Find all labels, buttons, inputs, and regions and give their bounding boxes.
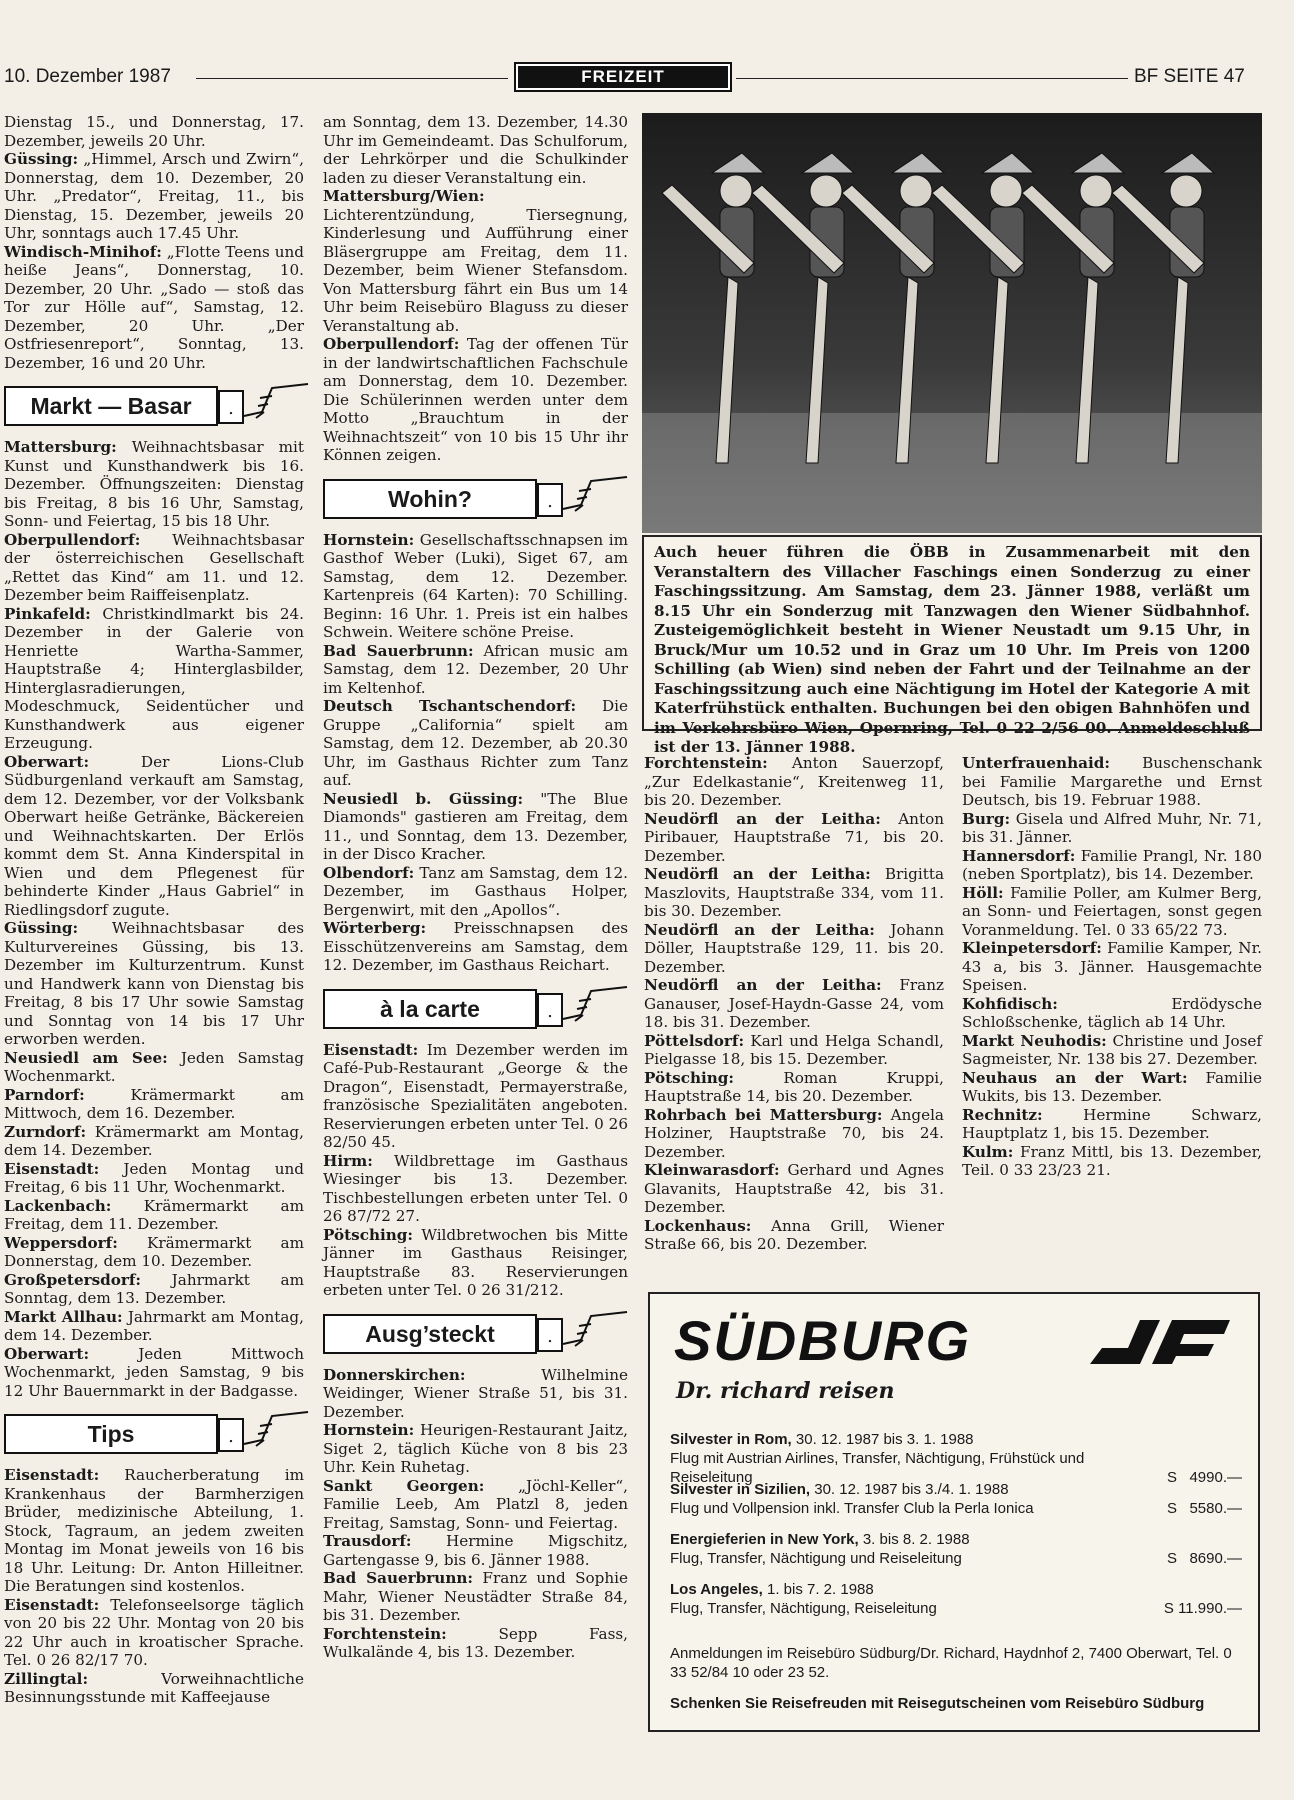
entry-place: Windisch-Minihof: [4, 242, 162, 261]
entry-place: Kulm: [962, 1142, 1014, 1161]
offer-price: S 11.990.— [1163, 1600, 1242, 1617]
tips-listings [4, 1466, 304, 1707]
entry-text: Die Gruppe „California“ spielt am Samstag, dem 12. Dezember, ab 20.30 Uhr, im Gasthaus Richter zum Tanz auf. [323, 697, 628, 789]
listing-entry [644, 1069, 944, 1106]
listing-entry [4, 1049, 304, 1086]
entry-place: Mattersburg/Wien: [323, 187, 485, 205]
entry-text: Anton Sauerzopf, „Zur Edelkastanie“, Kreitenweg 11, bis 20. Dezember. [644, 754, 944, 809]
listing-entry [962, 847, 1262, 884]
listing-entry [4, 243, 304, 373]
entry-place: Forchtenstein: [323, 1624, 447, 1643]
entry-text: Familie Wukits, bis 13. Dezember. [962, 1068, 1262, 1105]
entry-text: Krämermarkt am Montag, dem 14. Dezember. [4, 1122, 304, 1159]
listing-entry [4, 1197, 304, 1234]
dancers-photo [642, 113, 1262, 533]
listing-entry [4, 150, 304, 243]
dot-box: . [218, 1418, 244, 1452]
offer-item [670, 1430, 1242, 1487]
entry-place: Parndorf: [4, 1085, 85, 1104]
entry-place: Höll: [962, 883, 1004, 902]
entry-text: „Jöchl-Keller“, Familie Leeb, Am Platzl 8, jeden Freitag, Samstag, Sonn- und Feiertag. [323, 1476, 628, 1532]
listing-entry [644, 754, 944, 810]
pointing-hand-icon [242, 1410, 312, 1454]
pointing-hand-icon [561, 1310, 631, 1354]
entry-text: Angela Holziner, Hauptstraße 70, bis 24. Dezember. [644, 1105, 944, 1161]
entry-place: Deutsch Tschantschendorf: [323, 697, 577, 715]
column-3 [644, 754, 944, 1254]
entry-text: Dienstag 15., und Donnerstag, 17. Dezember, jeweils 20 Uhr. [4, 113, 304, 150]
offer-dates: 3. bis 8. 2. 1988 [858, 1531, 970, 1548]
logo-text: SÜDBURG [674, 1309, 972, 1372]
listing-entry [962, 1032, 1262, 1069]
suedburg-logo [674, 1310, 1054, 1372]
entry-text: Weihnachtsbasar mit Kunst und Kunsthandwerk bis 16. Dezember. Öffnungszeiten: Dienstag bis Freitag, 8 bis 16 Uhr, Samstag, Sonn- und Feiertag, 15 bis 18 Uhr. [4, 438, 304, 530]
entry-text: Tanz am Samstag, dem 12. Dezember, im Gasthaus Holper, Bergenwirt, mit den „Apollos“. [323, 863, 628, 919]
listing-entry [644, 1217, 944, 1254]
entry-place: Neudörfl an der Leitha: [644, 920, 875, 939]
entry-text: Familie Kamper, Nr. 43 a, bis 3. Jänner. Hausgemachte Speisen. [962, 939, 1262, 994]
listing-entry [4, 1596, 304, 1670]
dancers-photo-illustration [642, 113, 1262, 533]
entry-place: Rohrbach bei Mattersburg: [644, 1105, 883, 1124]
entry-place: Donnerskirchen: [323, 1365, 466, 1384]
listing-entry [644, 1106, 944, 1162]
listing-entry [4, 753, 304, 920]
entry-place: Neusiedl am See: [4, 1048, 168, 1067]
listing-entry [644, 921, 944, 977]
photo-caption: Auch heuer führen die ÖBB in Zusammenarbeit mit den Veranstaltern des Villacher Faschings einen Sonderzug zu einer Faschingssitzung. Am Samstag, dem 23. Jänner 1988, verläßt um 8.15 Uhr ein Sonderzug mit Tanzwagen den Wiener Südbahnhof. Zusteigemöglichkeit besteht in Wiener Neustadt um 9.15 Uhr, in Bruck/Mur um 10.52 und in Graz um 10 Uhr. Im Preis von 1200 Schilling (ab Wien) sind neben der Fahrt und der Teilnahme an der Faschingssitzung auch eine Nächtigung im Hotel der Kategorie A mit Katerfrühstück enthalten. Buchungen bei den obigen Bahnhöfen und im Verkehrsbüro Wien, Opernring, Tel. 0 22 2/56 00. Anmeldeschluß ist der 13. Jänner 1988. [642, 535, 1262, 731]
listing-entry [4, 919, 304, 1049]
entry-place: Markt Allhau: [4, 1307, 123, 1326]
listing-entry [644, 976, 944, 1032]
entry-text: Anna Grill, Wiener Straße 66, bis 20. Dezember. [644, 1216, 944, 1253]
listing-entry [962, 1069, 1262, 1106]
entry-text: Tag der offenen Tür in der landwirtschaftlichen Fachschule am Donnerstag, dem 10. Dezember. Die Schülerinnen werden unter dem Motto „Brauchtum in der Weihnachtszeit“ von 10 bis 15 Uhr ihr Können zeigen. [323, 335, 628, 464]
entry-text: Gisela und Alfred Muhr, Nr. 71, bis 31. Jänner. [962, 809, 1262, 846]
entry-text: Hermine Migschitz, Gartengasse 9, bis 6. Jänner 1988. [323, 1532, 628, 1569]
listing-entry [644, 865, 944, 921]
dot-box: . [537, 993, 563, 1027]
listing-entry [323, 864, 628, 920]
column-2 [323, 113, 628, 1662]
entry-text: Im Dezember werden im Café-Pub-Restaurant „George & the Dragon“, Eisenstadt, Permayerstraße, französische Spezialitäten angeboten. Reservierungen erbeten unter Tel. 0 26 82/50 45. [323, 1040, 628, 1151]
listing-entry [323, 1152, 628, 1226]
entry-place: Weppersdorf: [4, 1233, 118, 1252]
entry-text: Johann Döller, Hauptstraße 129, 11. bis 20. Dezember. [644, 920, 944, 976]
entry-place: Eisenstadt: [323, 1040, 419, 1059]
markt-listings [4, 438, 304, 1400]
offer-title: Los Angeles, [670, 1581, 763, 1598]
entry-text: Heurigen-Restaurant Jaitz, Siget 2, täglich Küche von 8 bis 23 Uhr. Kein Ruhetag. [323, 1421, 628, 1476]
offer-title: Silvester in Rom, [670, 1431, 792, 1448]
entry-place: Forchtenstein: [644, 754, 768, 772]
entry-place: Olbendorf: [323, 863, 415, 882]
entry-text: Karl und Helga Schandl, Pielgasse 18, bis 15. Dezember. [644, 1031, 944, 1068]
listing-entry [323, 531, 628, 642]
entry-place: Oberwart: [4, 1344, 90, 1363]
listing-entry [644, 1032, 944, 1069]
ausg-listings [323, 1366, 628, 1662]
entry-text: Preisschnapsen des Eisschützenvereins am Samstag, dem 12. Dezember, im Gasthaus Reichart. [323, 919, 628, 974]
entry-text: Brigitta Maszlovits, Hauptstraße 334, vom 11. bis 30. Dezember. [644, 865, 944, 920]
pointing-hand-icon [561, 475, 631, 519]
entry-place: Neuhaus an der Wart: [962, 1068, 1188, 1087]
entry-text: Franz Ganauser, Josef-Haydn-Gasse 24, vom 18. bis 31. Dezember. [644, 976, 944, 1031]
wohin-listings [323, 531, 628, 975]
cinema-listings [4, 113, 304, 372]
section-header-carte [323, 985, 628, 1029]
listing-entry [4, 531, 304, 605]
entry-text: Weihnachtsbasar des Kulturvereines Güssing, bis 13. Dezember im Kulturzentrum. Kunst und Handwerk kann von Dienstag bis Freitag, 8 bis 17 Uhr sowie Samstag und Sonntag von 14 bis 17 Uhr erworben werden. [4, 919, 304, 1048]
entry-place: Kleinwarasdorf: [644, 1161, 780, 1179]
entry-text: Christkindlmarkt bis 24. Dezember in der Galerie von Henriette Wartha-Sammer, Hauptstraße 4; Hinterglasbilder, Hinterglasradierungen, Modeschmuck, Seidentücher und Kunsthandwerk aus eigener Erzeugung. [4, 604, 304, 752]
listing-entry [323, 1041, 628, 1152]
entry-text: Anton Piribauer, Hauptstraße 71, bis 20. Dezember. [644, 809, 944, 865]
listing-entry [4, 1086, 304, 1123]
offer-price: S 5580.— [1166, 1500, 1242, 1517]
entry-place: Oberpullendorf: [323, 335, 460, 353]
entry-place: Bad Sauerbrunn: [323, 1569, 474, 1587]
listing-entry [323, 642, 628, 698]
entry-place: Trausdorf: [323, 1532, 412, 1550]
section-header-ausg [323, 1310, 628, 1354]
entry-place: Pötsching: [644, 1068, 735, 1087]
section-header-wohin [323, 475, 628, 519]
entry-text: Christine und Josef Sagmeister, Nr. 138 bis 27. Dezember. [962, 1031, 1262, 1068]
listing-entry [962, 754, 1262, 810]
listing-entry [962, 995, 1262, 1032]
entry-text: Roman Kruppi, Hauptstraße 14, bis 20. Dezember. [644, 1068, 944, 1105]
entry-place: Neudörfl an der Leitha: [644, 976, 882, 994]
entry-text: Sepp Fass, Wulkalände 4, bis 13. Dezember. [323, 1624, 628, 1661]
listing-entry [323, 1625, 628, 1662]
listing-entry [323, 335, 628, 465]
entry-text: Buschenschank bei Familie Margarethe und Ernst Deutsch, bis 19. Februar 1988. [962, 754, 1262, 809]
listing-entry [4, 113, 304, 150]
entry-text: Der Lions-Club Südburgenland verkauft am Samstag, dem 12. Dezember, vor der Volksbank Oberwart heiße Getränke, Bäckereien und Weihnachtskarten. Der Erlös kommt dem St. Anna Kinderspital in Wien und dem Pflegenest für behinderte Kinder „Haus Gabriel“ in Riedlingsdorf zugute. [4, 752, 304, 919]
listing-entry [962, 810, 1262, 847]
entry-place: Güssing: [4, 150, 79, 168]
entry-text: Hermine Schwarz, Hauptplatz 1, bis 15. Dezember. [962, 1105, 1262, 1142]
offer-heading [670, 1580, 1242, 1599]
header-rule-right [736, 78, 1128, 79]
section-header-markt [4, 382, 304, 426]
entry-text: Krämermarkt am Freitag, dem 11. Dezember. [4, 1196, 304, 1233]
entry-place: Großpetersdorf: [4, 1270, 142, 1289]
offer-description: Flug und Vollpension inkl. Transfer Club la Perla Ionica [670, 1500, 1034, 1517]
sublogo-text: Dr. richard reisen [676, 1378, 895, 1404]
entry-place: Hornstein: [323, 1421, 415, 1439]
pointing-hand-icon [561, 985, 631, 1029]
listing-entry [962, 939, 1262, 995]
section-title-tips: Tips [4, 1414, 218, 1454]
section-title-markt: Markt — Basar [4, 386, 218, 426]
entry-place: Eisenstadt: [4, 1595, 100, 1614]
offer-heading [670, 1530, 1242, 1549]
entry-place: Eisenstadt: [4, 1466, 100, 1484]
entry-text: Weihnachtsbasar der österreichischen Gesellschaft „Rettet das Kind“ am 11. und 12. Dezember beim Raiffeisenplatz. [4, 530, 304, 604]
listing-entry [4, 1123, 304, 1160]
dot-box: . [537, 483, 563, 517]
entry-text: Wildbretwochen bis Mitte Jänner im Gasthaus Reisinger, Hauptstraße 83. Reservierungen erbeten unter Tel. 0 26 31/212. [323, 1225, 628, 1299]
section-header-tips [4, 1410, 304, 1454]
listing-entry [962, 1143, 1262, 1180]
entry-text: Vorweihnachtliche Besinnungsstunde mit Kaffeejause [4, 1669, 304, 1706]
entry-text: Gerhard und Agnes Glavanits, Hauptstraße 42, bis 31. Dezember. [644, 1161, 944, 1216]
listing-entry [323, 697, 628, 790]
entry-place: Bad Sauerbrunn: [323, 641, 474, 660]
listing-entry [4, 605, 304, 753]
listing-entry [323, 1477, 628, 1533]
listing-entry [323, 1226, 628, 1300]
entry-text: Franz und Sophie Mahr, Wiener Neustädter Straße 84, bis 31. Dezember. [323, 1569, 628, 1624]
listing-entry [4, 1160, 304, 1197]
offer-dates: 30. 12. 1987 bis 3. 1. 1988 [791, 1431, 974, 1448]
pointing-hand-icon [242, 382, 312, 426]
listing-entry [323, 1532, 628, 1569]
listing-entry [323, 919, 628, 975]
entry-text: Wildbrettage im Gasthaus Wiesinger bis 13. Dezember. Tischbestellungen erbeten unter Tel. 0 26 87/72 27. [323, 1151, 628, 1225]
entry-place: Lockenhaus: [644, 1216, 752, 1235]
dot-box: . [218, 390, 244, 424]
entry-text: „Flotte Teens und heiße Jeans“, Donnerstag, 10. Dezember, 20 Uhr. „Sado — stoß das Tor zur Hölle auf“, Samstag, 12. Dezember, 20 Uhr. „Der Ostfriesenreport“, Sonntag, 13. Dezember, 16 und 20 Uhr. [4, 242, 304, 372]
entry-text: Wilhelmine Weidinger, Wiener Straße 51, bis 31. Dezember. [323, 1365, 628, 1421]
richard-reisen-logo [676, 1378, 895, 1404]
listing-entry [4, 1670, 304, 1707]
entry-text: African music am Samstag, dem 12. Dezember, 20 Uhr im Keltenhof. [323, 641, 629, 697]
entry-text: Jeden Montag und Freitag, 6 bis 11 Uhr, Wochenmarkt. [4, 1159, 304, 1196]
entry-text: Gesellschaftsschnapsen im Gasthof Weber (Luki), Siget 67, am Samstag, dem 12. Dezember. Kartenpreis (64 Karten): 70 Schilling. Beginn: 16 Uhr. 1. Preis ist ein halbes Schwein. Weitere schöne Preise. [323, 530, 628, 641]
entry-place: Oberwart: [4, 752, 90, 771]
entry-place: Güssing: [4, 919, 79, 937]
entry-text: Jahrmarkt am Montag, dem 14. Dezember. [4, 1307, 304, 1344]
offer-dates: 1. bis 7. 2. 1988 [762, 1581, 874, 1598]
section-title-wohin: Wohin? [323, 479, 537, 519]
entry-text: Familie Poller, am Kulmer Berg, an Sonn- und Feiertagen, sonst gegen Voranmeldung. Tel. 0 33 65/22 73. [962, 883, 1262, 939]
entry-place: Markt Neuhodis: [962, 1031, 1107, 1050]
header-rule-left [196, 78, 508, 79]
page-header [0, 62, 1294, 102]
section-title-carte: à la carte [323, 989, 537, 1029]
offer-price: S 4990.— [1166, 1469, 1242, 1486]
listing-entry [4, 438, 304, 531]
listing-entry [323, 113, 628, 187]
travel-advertisement [648, 1292, 1260, 1732]
entry-place: Oberpullendorf: [4, 530, 141, 549]
entry-text: Lichterentzündung, Tiersegnung, Kinderlesung und Aufführung einer Bläsergruppe am Freitag, dem 11. Dezember, beim Wiener Stefansdom. Von Mattersburg fährt ein Bus um 14 Uhr beim Reisebüro Blaguss zu dieser Veranstaltung ab. [323, 205, 628, 335]
entry-text: Erdödysche Schloßschenke, täglich ab 14 Uhr. [962, 994, 1262, 1031]
entry-place: Kleinpetersdorf: [962, 939, 1102, 957]
offer-heading [670, 1430, 1242, 1449]
events-listings [323, 113, 628, 465]
entry-text: Jeden Mittwoch Wochenmarkt, jeden Samstag, 9 bis 12 Uhr Bauernmarkt in der Badgasse. [4, 1344, 304, 1400]
listing-entry [644, 1161, 944, 1217]
page-number: BF SEITE 47 [1134, 66, 1245, 87]
entry-text: Raucherberatung im Krankenhaus der Barmherzigen Brüder, medizinische Abteilung, 1. Stock, Tagraum, an jedem zweiten Montag im Monat jeweils von 16 bis 18 Uhr. Leitung: Dr. Anton Hilleitner. Die Beratungen sind kostenlos. [4, 1466, 304, 1595]
entry-place: Mattersburg: [4, 438, 117, 456]
carte-listings [323, 1041, 628, 1300]
entry-text: Telefonseelsorge täglich von 20 bis 22 Uhr. Montag von 20 bis 22 Uhr auch in kroatischer Sprache. Tel. 0 26 82/17 70. [4, 1595, 304, 1669]
offer-item [670, 1480, 1242, 1518]
entry-place: Hornstein: [323, 530, 415, 549]
offer-description: Flug, Transfer, Nächtigung und Reiseleitung [670, 1550, 962, 1567]
entry-place: Zillingtal: [4, 1669, 89, 1688]
listing-entry [962, 1106, 1262, 1143]
listing-entry [4, 1271, 304, 1308]
entry-place: Kohfidisch: [962, 994, 1058, 1013]
jf-logo-mark [1080, 1316, 1240, 1368]
entry-text: "The Blue Diamonds" gastieren am Freitag, dem 11., und Sonntag, dem 13. Dezember, in der Disco Kracher. [323, 789, 629, 863]
entry-text: am Sonntag, dem 13. Dezember, 14.30 Uhr im Gemeindeamt. Das Schulforum, der Lehrkörper und die Schulkinder laden zu dieser Veranstaltung ein. [323, 113, 628, 187]
listing-entry [323, 187, 628, 335]
listing-entry [323, 790, 628, 864]
entry-place: Burg: [962, 809, 1011, 828]
offer-title: Silvester in Sizilien, [670, 1481, 811, 1498]
entry-place: Neusiedl b. Güssing: [323, 789, 524, 808]
listing-entry [323, 1366, 628, 1422]
listing-entry [644, 810, 944, 866]
ad-contact: Anmeldungen im Reisebüro Südburg/Dr. Richard, Haydnhof 2, 7400 Oberwart, Tel. 0 33 52/84 10 oder 23 52. [670, 1645, 1232, 1681]
entry-text: Franz Mittl, bis 13. Dezember, Teil. 0 33 23/23 21. [962, 1142, 1262, 1179]
listing-entry [323, 1421, 628, 1477]
entry-place: Pinkafeld: [4, 604, 91, 623]
entry-text: Jeden Samstag Wochenmarkt. [4, 1048, 304, 1085]
entry-place: Zurndorf: [4, 1122, 87, 1141]
offer-heading [670, 1480, 1242, 1499]
dot-box: . [537, 1318, 563, 1352]
entry-place: Hirm: [323, 1151, 373, 1170]
offer-price: S 8690.— [1166, 1550, 1242, 1567]
offer-item [670, 1580, 1242, 1618]
entry-text: Jahrmarkt am Sonntag, dem 13. Dezember. [4, 1270, 304, 1307]
offer-dates: 30. 12. 1987 bis 3./4. 1. 1988 [810, 1481, 1009, 1498]
section-title-ausg: Ausg’steckt [323, 1314, 537, 1354]
jf-logo-icon [1080, 1316, 1240, 1368]
entry-place: Sankt Georgen: [323, 1476, 485, 1495]
entry-text: Krämermarkt am Donnerstag, dem 10. Dezember. [4, 1233, 304, 1270]
listing-entry [323, 1569, 628, 1625]
entry-place: Neudörfl an der Leitha: [644, 809, 881, 828]
entry-place: Lackenbach: [4, 1196, 112, 1215]
offer-title: Energieferien in New York, [670, 1531, 859, 1548]
section-label: FREIZEIT [514, 62, 732, 92]
column-4 [962, 754, 1262, 1180]
issue-date: 10. Dezember 1987 [4, 66, 171, 87]
ad-slogan: Schenken Sie Reisefreuden mit Reisegutscheinen vom Reisebüro Südburg [670, 1695, 1205, 1712]
offer-item [670, 1530, 1242, 1568]
listing-entry [4, 1466, 304, 1596]
entry-place: Eisenstadt: [4, 1159, 100, 1178]
entry-place: Pöttelsdorf: [644, 1031, 745, 1050]
entry-place: Pötsching: [323, 1225, 414, 1244]
offer-description: Flug, Transfer, Nächtigung, Reiseleitung [670, 1600, 937, 1617]
entry-text: Familie Prangl, Nr. 180 (neben Sportplatz), bis 14. Dezember. [962, 846, 1262, 883]
entry-text: Krämermarkt am Mittwoch, dem 16. Dezember. [4, 1085, 304, 1122]
column-1 [4, 113, 304, 1707]
listing-entry [962, 884, 1262, 940]
listing-entry [4, 1234, 304, 1271]
entry-place: Hannersdorf: [962, 846, 1076, 865]
entry-place: Unterfrauenhaid: [962, 754, 1110, 772]
listing-entry [4, 1345, 304, 1401]
offer-description: Flug mit Austrian Airlines, Transfer, Nächtigung, Frühstück und Reiseleitung [670, 1450, 1085, 1486]
entry-place: Wörterberg: [323, 919, 427, 937]
entry-place: Rechnitz: [962, 1105, 1043, 1124]
entry-text: „Himmel, Arsch und Zwirn“, Donnerstag, dem 10. Dezember, 20 Uhr. „Predator“, Freitag, 11., bis Dienstag, 15. Dezember, jeweils 20 Uhr, sonntags auch 17.45 Uhr. [4, 150, 304, 242]
listing-entry [4, 1308, 304, 1345]
entry-place: Neudörfl an der Leitha: [644, 865, 871, 883]
